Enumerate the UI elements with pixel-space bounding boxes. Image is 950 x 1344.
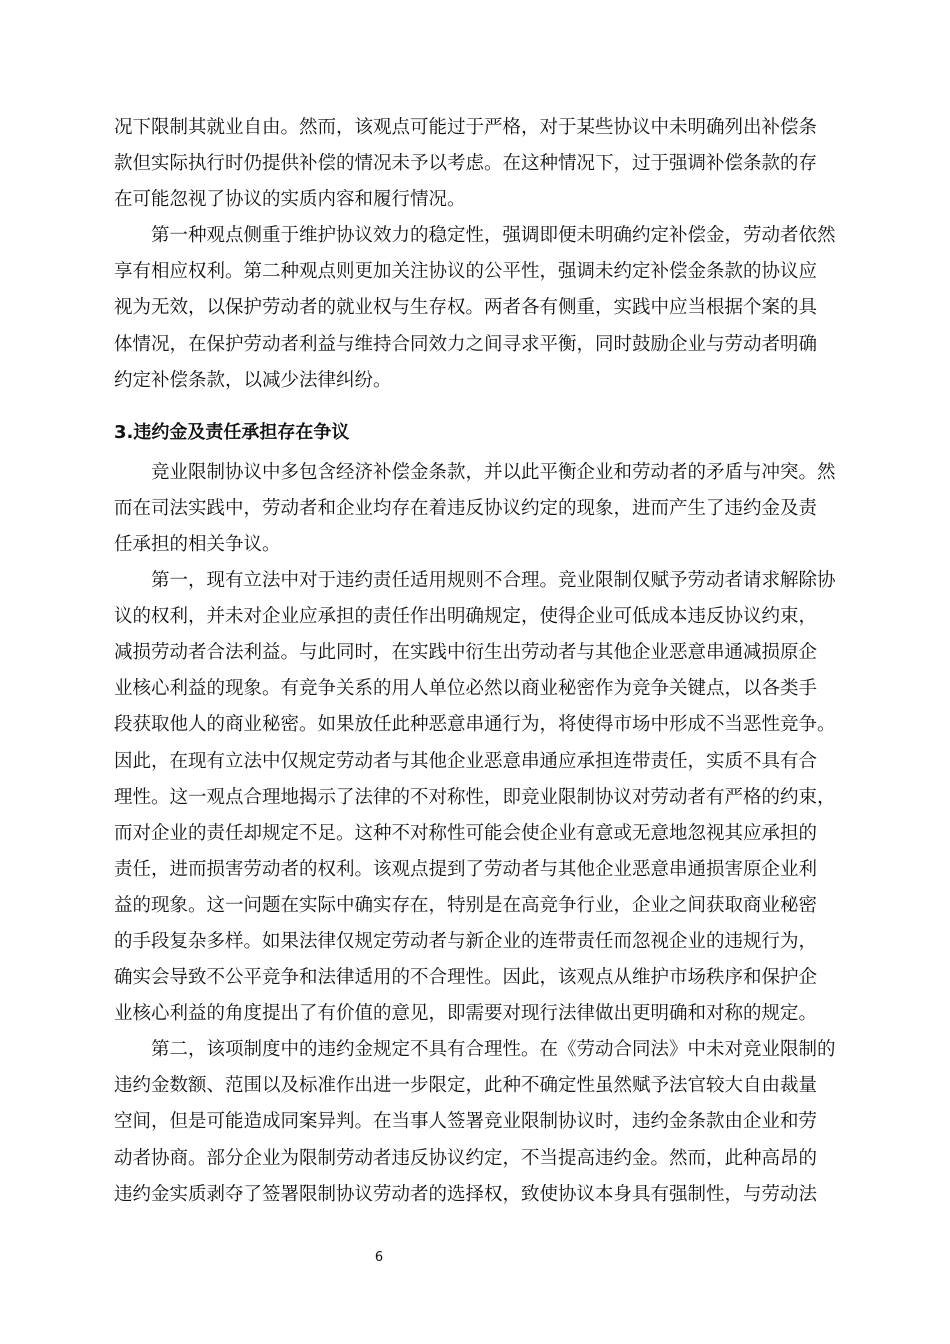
text-line: 款但实际执行时仍提供补偿的情况未予以考虑。在这种情况下，过于强调补偿条款的存 [114, 153, 818, 175]
text-line: 而在司法实践中，劳动者和企业均存在着违反协议约定的现象，进而产生了违约金及责 [114, 497, 818, 519]
text-line: 约定补偿条款，以减少法律纠纷。 [114, 369, 392, 391]
text-line: 竞业限制协议中多包含经济补偿金条款，并以此平衡企业和劳动者的矛盾与冲突。然 [151, 461, 836, 483]
text-line: 视为无效，以保护劳动者的就业权与生存权。两者各有侧重，实践中应当根据个案的具 [114, 297, 818, 319]
text-line: 违约金实质剥夺了签署限制协议劳动者的选择权，致使协议本身具有强制性，与劳动法 [114, 1183, 818, 1205]
text-line: 体情况，在保护劳动者利益与维持合同效力之间寻求平衡，同时鼓励企业与劳动者明确 [114, 333, 818, 355]
text-line: 况下限制其就业自由。然而，该观点可能过于严格，对于某些协议中未明确列出补偿条 [114, 117, 818, 138]
text-line: 确实会导致不公平竞争和法律适用的不合理性。因此，该观点从维护市场秩序和保护企 [114, 967, 818, 989]
text-line: 在可能忽视了协议的实质内容和履行情况。 [114, 189, 466, 211]
paragraph [114, 1032, 864, 1212]
text-line: 的手段复杂多样。如果法律仅规定劳动者与新企业的连带责任而忽视企业的违规行为， [114, 930, 818, 952]
text-line: 业核心利益的角度提出了有价值的意见，即需要对现行法律做出更明确和对称的规定。 [114, 1003, 818, 1025]
paragraph [114, 455, 864, 563]
page-number: 6 [374, 1250, 384, 1265]
text-line: 动者协商。部分企业为限制劳动者违反协议约定，不当提高违约金。然而，此种高昂的 [114, 1147, 818, 1169]
text-line: 第二，该项制度中的违约金规定不具有合理性。在《劳动合同法》中未对竞业限制的 [151, 1039, 836, 1061]
text-line: 违约金数额、范围以及标准作出进一步限定，此种不确定性虽然赋予法官较大自由裁量 [114, 1075, 818, 1097]
text-line: 第一种观点侧重于维护协议效力的稳定性，强调即便未明确约定补偿金，劳动者依然 [151, 225, 836, 247]
document-body [114, 110, 864, 1213]
text-line: 空间，但是可能造成同案异判。在当事人签署竞业限制协议时，违约金条款由企业和劳 [114, 1111, 818, 1133]
text-line: 享有相应权利。第二种观点则更加关注协议的公平性，强调未约定补偿金条款的协议应 [114, 261, 818, 283]
paragraph [114, 563, 864, 1032]
text-line: 理性。这一观点合理地揭示了法律的不对称性，即竞业限制协议对劳动者有严格的约束， [114, 786, 836, 808]
section-heading: 3.违约金及责任承担存在争议 [114, 421, 350, 443]
text-line: 议的权利，并未对企业应承担的责任作出明确规定，使得企业可低成本违反协议约束， [114, 606, 818, 628]
text-line: 责任，进而损害劳动者的权利。该观点提到了劳动者与其他企业恶意串通损害原企业利 [114, 858, 818, 880]
text-line: 第一，现有立法中对于违约责任适用规则不合理。竞业限制仅赋予劳动者请求解除协 [151, 570, 836, 592]
text-line: 业核心利益的现象。有竞争关系的用人单位必然以商业秘密作为竞争关键点，以各类手 [114, 678, 818, 700]
text-line: 因此，在现有立法中仅规定劳动者与其他企业恶意串通应承担连带责任，实质不具有合 [114, 750, 818, 772]
paragraph [114, 218, 864, 398]
paragraph [114, 110, 864, 218]
text-line: 任承担的相关争议。 [114, 533, 281, 555]
text-line: 而对企业的责任却规定不足。这种不对称性可能会使企业有意或无意地忽视其应承担的 [114, 822, 818, 844]
text-line: 减损劳动者合法利益。与此同时，在实践中衍生出劳动者与其他企业恶意串通减损原企 [114, 642, 818, 664]
text-line: 段获取他人的商业秘密。如果放任此种恶意串通行为，将使得市场中形成不当恶性竞争。 [114, 714, 836, 736]
text-line: 益的现象。这一问题在实际中确实存在，特别是在高竞争行业，企业之间获取商业秘密 [114, 894, 818, 916]
